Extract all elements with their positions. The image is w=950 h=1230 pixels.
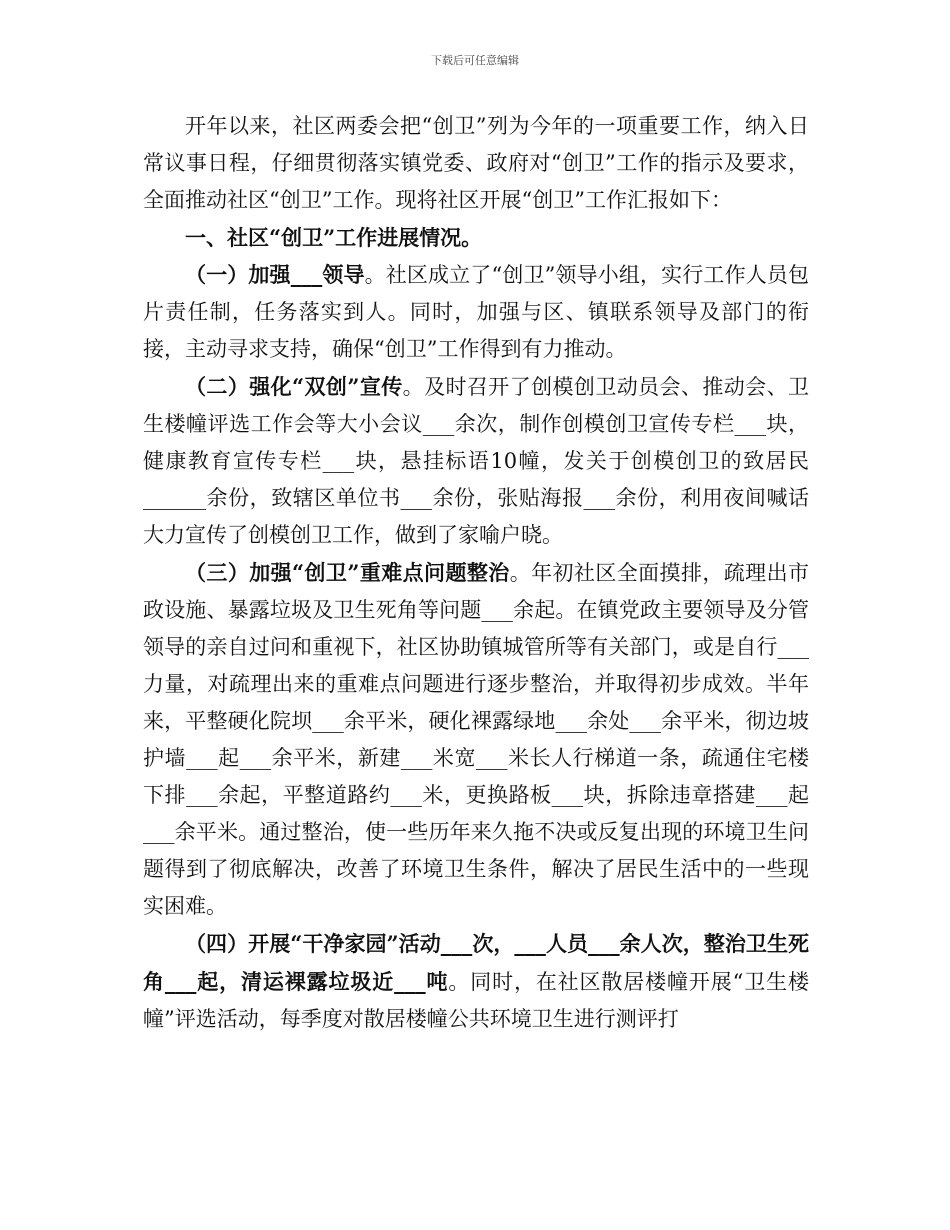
page-header-note: 下载后可任意编辑 bbox=[431, 54, 519, 67]
paragraph-3 bbox=[143, 554, 809, 925]
paragraph-2-text: 。及时召开了创模创卫动员会、推动会、卫生楼幢评选工作会等大小会议___余次，制作创模创卫宣传专栏___块，健康教育宣传专栏___块，悬挂标语10幢，发关于创模创卫的致居民______余份，致辖区单位书___余份，张贴海报___余份，利用夜间喊话大力宣传了创模创卫工作，做到了家喻户晓。 bbox=[143, 375, 809, 547]
paragraph-2-title: （二）强化“双创”宣传 bbox=[185, 374, 403, 399]
paragraph-3-title: （三）加强“创卫”重难点问题整治 bbox=[185, 560, 510, 585]
paragraph-1-title: （一）加强___领导 bbox=[185, 262, 365, 287]
intro-paragraph: 开年以来，社区两委会把“创卫”列为今年的一项重要工作，纳入日常议事日程，仔细贯彻落实镇党委、政府对“创卫”工作的指示及要求，全面推动社区“创卫”工作。现将社区开展“创卫”工作汇报如下： bbox=[143, 114, 809, 212]
section-heading: 一、社区“创卫”工作进展情况。 bbox=[185, 225, 483, 250]
paragraph-4-text: 。同时，在社区散居楼幢开展“卫生楼幢”评选活动，每季度对散居楼幢公共环境卫生进行测评打 bbox=[143, 970, 810, 1031]
paragraph-3-text: 。年初社区全面摸排，疏理出市政设施、暴露垃圾及卫生死角等问题___余起。在镇党政主要领导及分管领导的亲自过问和重视下，社区协助镇城管所等有关部门，或是自行___力量，对疏理出来的重难点问题进行逐步整治，并取得初步成效。半年来，平整硬化院坝___余平米，硬化裸露绿地___余处___余平米，彻边坡护墙___起___余平米，新建___米宽___米长人行梯道一条，疏通住宅楼下排___余起，平整道路约___米，更换路板___块，拆除违章搭建___起___余平米。通过整治，使一些历年来久拖不决或反复出现的环境卫生问题得到了彻底解决，改善了环境卫生条件，解决了居民生活中的一些现实困难。 bbox=[143, 561, 809, 918]
paragraph-1-text: 。社区成立了“创卫”领导小组，实行工作人员包片责任制，任务落实到人。同时，加强与区、镇联系领导及部门的衔接，主动寻求支持，确保“创卫”工作得到有力推动。 bbox=[143, 263, 809, 361]
paragraph-1 bbox=[143, 256, 809, 368]
paragraph-2 bbox=[143, 368, 809, 554]
document-body bbox=[143, 108, 809, 1038]
paragraph-4 bbox=[143, 925, 809, 1038]
paragraph-4-title: （四）开展“干净家园”活动___次，___人员___余人次，整治卫生死角___起，清运裸露垃圾近___吨 bbox=[143, 931, 809, 994]
